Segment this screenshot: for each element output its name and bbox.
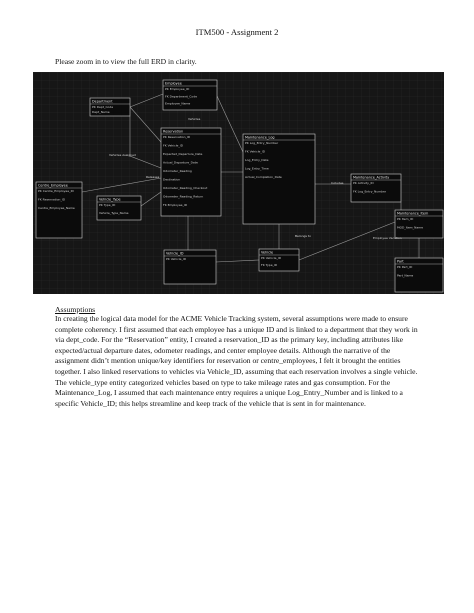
erd-relationship-label: Includes bbox=[331, 181, 344, 185]
erd-entity-attribute: Destination bbox=[163, 177, 181, 182]
erd-entity-box bbox=[243, 134, 315, 224]
erd-entity-attribute: Dept_Name bbox=[92, 110, 110, 114]
erd-entity-attribute: PK Log_Entry_Number bbox=[245, 141, 279, 145]
erd-entity-attribute: FK Vehicle_ID bbox=[245, 149, 266, 154]
erd-relationship-label: Vehicles bbox=[188, 117, 201, 121]
document-title: ITM500 - Assignment 2 bbox=[195, 27, 279, 37]
erd-entity-attribute: MOD_Item_Name bbox=[397, 225, 423, 230]
erd-entity-attribute: Odometer_Reading_Checkout bbox=[163, 186, 208, 190]
erd-entity-attribute: FK Reservation_ID bbox=[38, 197, 66, 202]
erd-relationship-label: Releases bbox=[146, 175, 160, 179]
erd-entity bbox=[163, 80, 217, 110]
erd-entity bbox=[164, 250, 216, 284]
erd-entity-attribute: FK Department_Code bbox=[165, 94, 197, 99]
erd-entity-name: Vehicle bbox=[261, 250, 274, 255]
erd-entity-attribute: PK Centre_Employee_ID bbox=[38, 189, 74, 193]
erd-entity-attribute: PK Dept_Code bbox=[92, 105, 114, 109]
erd-entity bbox=[351, 174, 401, 202]
erd-entity-attribute: PK Reservation_ID bbox=[163, 135, 191, 139]
erd-entity-attribute: Actual_Completion_Date bbox=[245, 175, 282, 179]
erd-entity bbox=[161, 128, 221, 216]
erd-entity-attribute: FK Type_ID bbox=[261, 263, 278, 267]
erd-entity-attribute: PK Type_ID bbox=[99, 203, 116, 207]
erd-relationship-label: Vehicles Assigned bbox=[109, 153, 136, 157]
erd-entity-attribute: Log_Entry_Time bbox=[245, 166, 269, 171]
erd-entity bbox=[243, 134, 315, 224]
erd-entity-attribute: PK Vehicle_ID bbox=[166, 257, 187, 261]
erd-entity-attribute: Part_Name bbox=[397, 273, 414, 278]
erd-entity-name: Maintenance_Item bbox=[397, 211, 429, 216]
erd-canvas bbox=[33, 72, 444, 294]
erd-entity-attribute: PK Vehicle_ID bbox=[261, 256, 282, 260]
erd-entity-attribute: Actual_Departure_Date bbox=[163, 160, 198, 165]
erd-entity-name: Part bbox=[397, 259, 404, 264]
erd-entity-attribute: Odometer_Reading_Return bbox=[163, 194, 204, 199]
erd-entity-attribute: PK Employee_ID bbox=[165, 87, 190, 91]
erd-entity bbox=[36, 182, 82, 238]
erd-entity-attribute: Log_Entry_Date bbox=[245, 158, 269, 162]
erd-entity bbox=[395, 210, 443, 238]
erd-entity bbox=[395, 258, 443, 292]
erd-entity-attribute: FK Vehicle_ID bbox=[163, 143, 184, 148]
erd-entity bbox=[259, 249, 299, 271]
erd-relationship-label: Belongs to bbox=[295, 234, 311, 238]
erd-entity-name: Reservation bbox=[163, 129, 184, 134]
erd-entity-attribute: PK Item_ID bbox=[397, 217, 414, 221]
erd-diagram bbox=[33, 72, 444, 294]
erd-entity-name: Vehicle_ID bbox=[166, 251, 184, 256]
erd-entity-attribute: Odometer_Reading bbox=[163, 169, 192, 173]
erd-entity-attribute: FK Log_Entry_Number bbox=[353, 189, 387, 194]
assumptions-paragraph: In creating the logical data model for the ACME Vehicle Tracking system, several assumptions were made to ensure complete coherency. I first assumed that each employee has a unique ID and is linked to a department that they work in via dept_code. For the “Reservation” entity, I created a reservation_ID as the primary key, including attributes like expected/actual departure dates, odometer readings, and center employee details. Although the narrative of the assignment didn’t mention unique/key identifiers for reservation or centre_employees, I felt it brought the entities together. I also linked reservations to vehicles via Vehicle_ID, assuming that each reservation involves a single vehicle. The vehicle_type entity categorized vehicles based on type to take mileage rates and gas consumption. For the Maintenance_Log, I assumed that each maintenance entry requires a unique Log_Entry_Number and is linked to a specific Vehicle_ID; this helps streamline and keep track of the vehicle that is sent in for maintenance. bbox=[55, 314, 418, 408]
erd-entity-name: Maintenance_Log bbox=[245, 135, 275, 140]
erd-entity-attribute: Expected_Departure_Date bbox=[163, 152, 203, 156]
erd-entity-attribute: Employee_Name bbox=[165, 101, 191, 106]
erd-entity-name: Department bbox=[92, 99, 113, 104]
erd-entity bbox=[90, 98, 130, 116]
erd-entity-name: Maintenance_Activity bbox=[353, 175, 390, 180]
zoom-note: Please zoom in to view the full ERD in clarity. bbox=[55, 57, 197, 66]
erd-entity-name: Vehicle_Type bbox=[99, 197, 121, 202]
erd-entity bbox=[97, 196, 141, 220]
erd-entity-attribute: FK Employee_ID bbox=[163, 203, 188, 207]
erd-entity-attribute: Centre_Employee_Name bbox=[38, 206, 75, 210]
erd-entity-attribute: PK Activity_ID bbox=[353, 181, 374, 185]
erd-entity-name: Centre_Employee bbox=[38, 183, 68, 188]
erd-entity-attribute: Vehicle_Type_Name bbox=[99, 211, 129, 215]
erd-entity-name: Employee bbox=[165, 81, 182, 86]
erd-relationship-label: Employee Vacation bbox=[373, 236, 402, 240]
assumptions-heading: Assumptions bbox=[55, 305, 96, 314]
erd-entity-attribute: PK Part_ID bbox=[397, 265, 413, 269]
